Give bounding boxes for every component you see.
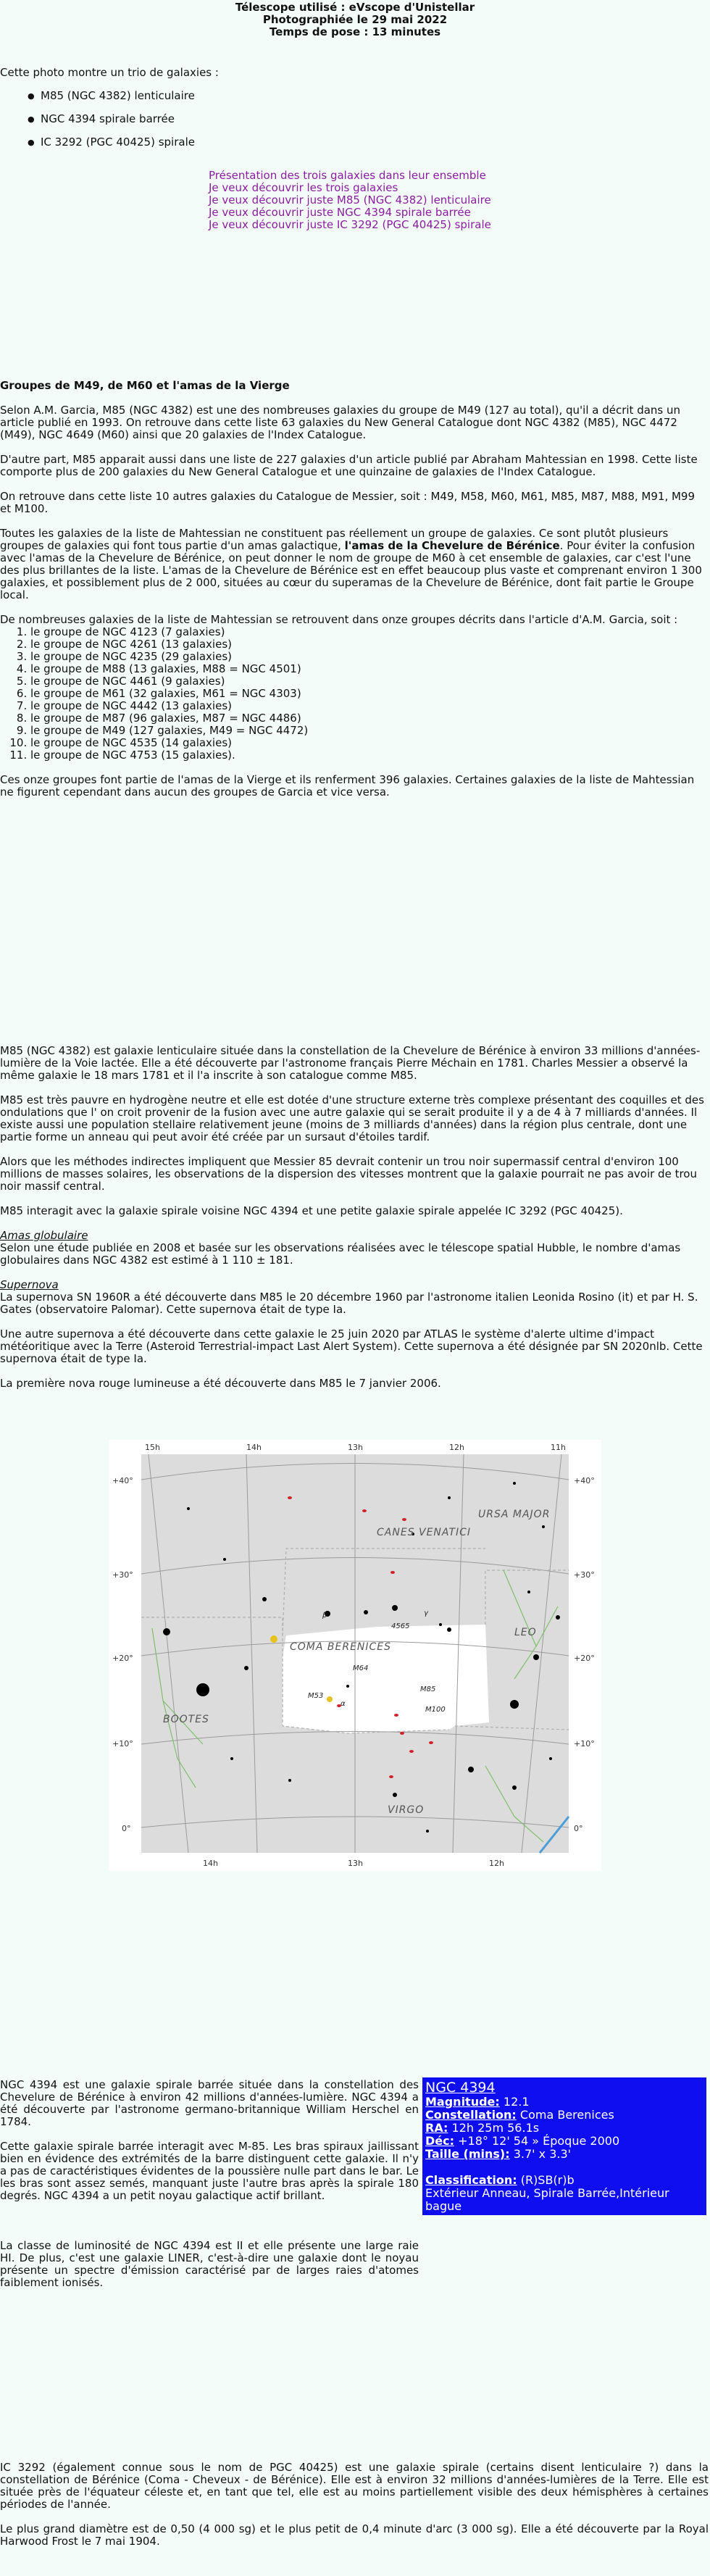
dec-label: +20°	[574, 1654, 595, 1663]
date-line: Photographiée le 29 mai 2022	[262, 13, 448, 26]
value: Coma Berenices	[519, 2108, 614, 2122]
paragraph: D'autre part, M85 apparait aussi dans une liste de 227 galaxies d'un article publié par Abraham Mahtessian en 1998. Cette liste comporte plus de 200 galaxies du New General Catalogue et une quinzaine de galaxies de l'Index Catalogue.	[0, 453, 698, 478]
ngc4394-section	[0, 2079, 419, 2214]
infobox-constellation	[425, 2109, 703, 2122]
dec-label: +30°	[112, 1570, 133, 1580]
bold-term: l'amas de la Chevelure de Bérénice	[344, 539, 560, 552]
text-span: Toutes les galaxies de la liste de Mahtessian ne constituent pas réellement un groupe de galaxies. Ce sont plutôt plusieurs groupes de galaxies qui font tous partie d'un amas galactique,	[0, 527, 669, 552]
value: 12.1	[503, 2095, 530, 2109]
paragraph: Selon une étude publiée en 2008 et basée sur les observations réalisées avec le télescope spatial Hubble, le nombre d'amas globulaires dans NGC 4382 est estimé à 1 110 ± 181.	[0, 1241, 681, 1267]
constellation-label: BOOTES	[163, 1714, 209, 1725]
exposure-line: Temps de pose : 13 minutes	[269, 25, 441, 38]
star-chart	[109, 1440, 601, 1871]
trio-list	[28, 90, 195, 159]
paragraph: M85 interagit avec la galaxie spirale voisine NGC 4394 et une petite galaxie spirale appelée IC 3292 (PGC 40425).	[0, 1204, 623, 1217]
paragraph: De nombreuses galaxies de la liste de Mahtessian se retrouvent dans onze groupes décrits dans l'article d'A.M. Garcia, soit :	[0, 613, 678, 626]
list-item: 10. le groupe de NGC 4535 (14 galaxies)	[30, 737, 709, 749]
link-ngc4394[interactable]: Je veux découvrir juste NGC 4394 spirale barrée	[209, 206, 471, 219]
list-item: ● NGC 4394 spirale barrée	[28, 113, 195, 125]
list-item: 3. le groupe de NGC 4235 (29 galaxies)	[30, 651, 709, 663]
ngc4394-infobox	[422, 2077, 706, 2215]
paragraph: M85 est très pauvre en hydrogène neutre et elle est dotée d'une structure externe très complexe présentant des coquilles et des ondulations que l' on croit provenir de la fusion avec une autre galaxie qui se serait produite il y a de 4 à 7 milliards d'années. Il existe aussi une population stellaire relativement jeune (moins de 3 milliards d'années) dans la région plus centrale, dont une partie forme un anneau qui peut avoir été créée par un sursaut d'étoiles tardif.	[0, 1093, 704, 1143]
dec-label: +20°	[112, 1654, 133, 1663]
value: 3.7' x 3.3'	[513, 2147, 572, 2161]
list-item: 9. le groupe de M49 (127 galaxies, M49 = NGC 4472)	[30, 725, 709, 737]
paragraph: Alors que les méthodes indirectes impliquent que Messier 85 devrait contenir un trou noir supermassif central d'environ 100 millions de masses solaires, les observations de la dispersion des vitesses montrent que la galaxie pourrait ne pas avoir de trou noir massif central.	[0, 1155, 697, 1193]
infobox-magnitude	[425, 2096, 703, 2109]
paragraph: La classe de luminosité de NGC 4394 est II et elle présente une large raie HI. De plus, c'est une galaxie LINER, c'est-à-dire une galaxie dont le noyau présente un spectre d'émission caractérisé par de larges raies d'atomes faiblement ionisés.	[0, 2239, 419, 2289]
paragraph: IC 3292 (également connue sous le nom de PGC 40425) est une galaxie spirale (certains disent lenticulaire ?) dans la constellation de Bérénice (Coma - Cheveux - de Bérénice). Elle est à environ 32 millions d'années-lumières de la Terre. Elle est située près de l'équateur céleste et, en tant que tel, elle est au moins partiellement visible des deux hémisphères à certaines périodes de l'année.	[0, 2461, 709, 2511]
page-header	[0, 1, 710, 38]
label: Classification:	[425, 2173, 517, 2187]
text-span: . Pour éviter la confusion avec l'amas de la Chevelure de Bérénice, on peut donner le nom de groupe de M60 à cet ensemble de galaxies, car c'est l'une des plus brillantes de la liste. L'amas de la Chevelure de Bérénice est en effet beaucoup plus vaste et comprenant environ 1 300 galaxies, et possiblement plus de 2 000, situées au cœur du superamas de la Chevelure de Bérénice, dont fait partie le Groupe local.	[0, 539, 702, 601]
groups-section	[0, 380, 709, 811]
list-item: 1. le groupe de NGC 4123 (7 galaxies)	[30, 626, 709, 638]
label: RA:	[425, 2121, 448, 2135]
dec-label: 0°	[122, 1824, 131, 1833]
ngc4394-section-cont	[0, 2240, 709, 2289]
infobox-class	[425, 2174, 703, 2187]
link-m85[interactable]: Je veux découvrir juste M85 (NGC 4382) lenticulaire	[209, 193, 491, 207]
list-item: ● M85 (NGC 4382) lenticulaire	[28, 90, 195, 102]
paragraph: La première nova rouge lumineuse a été découverte dans M85 le 7 janvier 2006.	[0, 1377, 441, 1390]
dec-label: 0°	[574, 1824, 583, 1833]
link-presentation[interactable]: Présentation des trois galaxies dans leur ensemble	[209, 169, 486, 182]
paragraph: M85 (NGC 4382) est galaxie lenticulaire située dans la constellation de la Chevelure de Bérénice à environ 33 millions d'années-lumière de la Voie lactée. Elle a été découverte par l'astronome français Pierre Méchain en 1781. Charles Messier a observé la même galaxie le 18 mars 1781 et il l'a inscrite à son catalogue comme M85.	[0, 1044, 701, 1082]
infobox-ra	[425, 2122, 703, 2135]
m85-section	[0, 1045, 709, 1402]
constellation-label: LEO	[514, 1627, 537, 1638]
infobox-class-desc: Extérieur Anneau, Spirale Barrée,Intérieur bague	[425, 2186, 669, 2213]
dec-label: +40°	[574, 1476, 595, 1485]
telescope-line: Télescope utilisé : eVscope d'Unistellar	[235, 1, 475, 14]
list-item: 7. le groupe de NGC 4442 (13 galaxies)	[30, 700, 709, 712]
paragraph	[0, 528, 709, 601]
constellation-label: COMA BERENICES	[290, 1641, 392, 1653]
object-label: M100	[425, 1706, 446, 1714]
ra-label: 15h	[145, 1443, 160, 1452]
ra-label: 11h	[551, 1443, 566, 1452]
paragraph: NGC 4394 est une galaxie spirale barrée située dans la constellation des Chevelure de Bérénice à environ 42 millions d'années-lumière. NGC 4394 a été découverte par l'astronome germano-britannique William Herschel en 1784.	[0, 2078, 419, 2128]
list-item: 6. le groupe de M61 (32 galaxies, M61 = NGC 4303)	[30, 688, 709, 700]
constellation-label: URSA MAJOR	[478, 1509, 551, 1520]
intro-text: Cette photo montre un trio de galaxies :	[0, 66, 219, 79]
ra-label: 13h	[348, 1443, 363, 1452]
list-item: ● IC 3292 (PGC 40425) spirale	[28, 136, 195, 149]
infobox-size	[425, 2148, 703, 2161]
list-item: 8. le groupe de M87 (96 galaxies, M87 = NGC 4486)	[30, 712, 709, 725]
list-item: 5. le groupe de NGC 4461 (9 galaxies)	[30, 675, 709, 688]
dec-label: +10°	[574, 1739, 595, 1748]
subheading-supernova: Supernova	[0, 1278, 59, 1291]
paragraph: Cette galaxie spirale barrée interagit avec M-85. Les bras spiraux jaillissant bien en évidence des extrémités de la barre distinguent cette galaxie. Il n'y a pas de caractéristiques évidentes de la poussière nulle part dans le bar. Le les bras sont assez semés, manquant juste l'autre bras après la spirale 180 degrés. NGC 4394 a un petit noyau galactique actif brillant.	[0, 2140, 419, 2202]
ic3292-section	[0, 2462, 709, 2560]
list-item: 2. le groupe de NGC 4261 (13 galaxies)	[30, 638, 709, 651]
section-title: Groupes de M49, de M60 et l'amas de la Vierge	[0, 379, 290, 392]
paragraph: Une autre supernova a été découverte dans cette galaxie le 25 juin 2020 par ATLAS le système d'alerte ultime d'impact météoritique avec la Terre (Asteroid Terrestrial-impact Last Alert System). Cette supernova a été désignée par SN 2020nlb. Cette supernova était de type Ia.	[0, 1327, 703, 1365]
ra-label: 14h	[246, 1443, 262, 1452]
paragraph: Ces onze groupes font partie de l'amas de la Vierge et ils renferment 396 galaxies. Certaines galaxies de la liste de Mahtessian ne figurent cependant dans aucun des groupes de Garcia et vice versa.	[0, 773, 695, 799]
constellation-label: CANES VENATICI	[377, 1527, 472, 1538]
ra-label: 12h	[489, 1859, 504, 1868]
link-ic3292[interactable]: Je veux découvrir juste IC 3292 (PGC 40425) spirale	[209, 218, 491, 231]
label: Magnitude:	[425, 2095, 500, 2109]
object-label: β	[322, 1612, 327, 1620]
object-label: M85	[420, 1685, 436, 1693]
paragraph: On retrouve dans cette liste 10 autres galaxies du Catalogue de Messier, soit : M49, M58, M60, M61, M85, M87, M88, M91, M99 et M100.	[0, 490, 696, 515]
ra-label: 13h	[348, 1859, 363, 1868]
object-label: γ	[424, 1609, 428, 1617]
list-item: 11. le groupe de NGC 4753 (15 galaxies).	[30, 749, 709, 762]
paragraph: La supernova SN 1960R a été découverte dans M85 le 20 décembre 1960 par l'astronome italien Leonida Rosino (it) et par H. S. Gates (observatoire Palomar). Cette supernova était de type Ia.	[0, 1291, 698, 1316]
dec-label: +30°	[574, 1570, 595, 1580]
label: Constellation:	[425, 2108, 517, 2122]
groups-list	[0, 626, 709, 762]
link-all-galaxies[interactable]: Je veux découvrir les trois galaxies	[209, 181, 398, 194]
object-label: M64	[353, 1664, 369, 1672]
paragraph: Selon A.M. Garcia, M85 (NGC 4382) est une des nombreuses galaxies du groupe de M49 (127 au total), qu'il a décrit dans un article publié en 1993. On retrouve dans cette liste 63 galaxies du New General Catalogue dont NGC 4382 (M85), NGC 4472 (M49), NGC 4649 (M60) ainsi que 20 galaxies de l'Index Catalogue.	[0, 404, 681, 441]
label: Taille (mins):	[425, 2147, 510, 2161]
value: (R)SB(r)b	[520, 2173, 575, 2187]
ra-label: 12h	[449, 1443, 464, 1452]
label: Déc:	[425, 2134, 455, 2148]
object-label: 4565	[391, 1622, 410, 1630]
paragraph: Le plus grand diamètre est de 0,50 (4 000 sg) et le plus petit de 0,4 minute d'arc (3 000 sg). Elle a été découverte par la Royal Harwood Frost le 7 mai 1904.	[0, 2522, 709, 2548]
object-label: M53	[308, 1692, 324, 1700]
dec-label: +40°	[112, 1476, 133, 1485]
list-item: 4. le groupe de M88 (13 galaxies, M88 = NGC 4501)	[30, 663, 709, 675]
infobox-title: NGC 4394	[425, 2080, 496, 2096]
infobox-dec	[425, 2135, 703, 2148]
value: 12h 25m 56.1s	[451, 2121, 540, 2135]
constellation-label: VIRGO	[388, 1804, 425, 1816]
value: +18° 12' 54 » Époque 2000	[458, 2134, 620, 2148]
nav-links	[209, 170, 491, 231]
ra-label: 14h	[203, 1859, 218, 1868]
object-label: α	[341, 1700, 346, 1708]
dec-label: +10°	[112, 1739, 133, 1748]
subheading-amas: Amas globulaire	[0, 1229, 88, 1242]
